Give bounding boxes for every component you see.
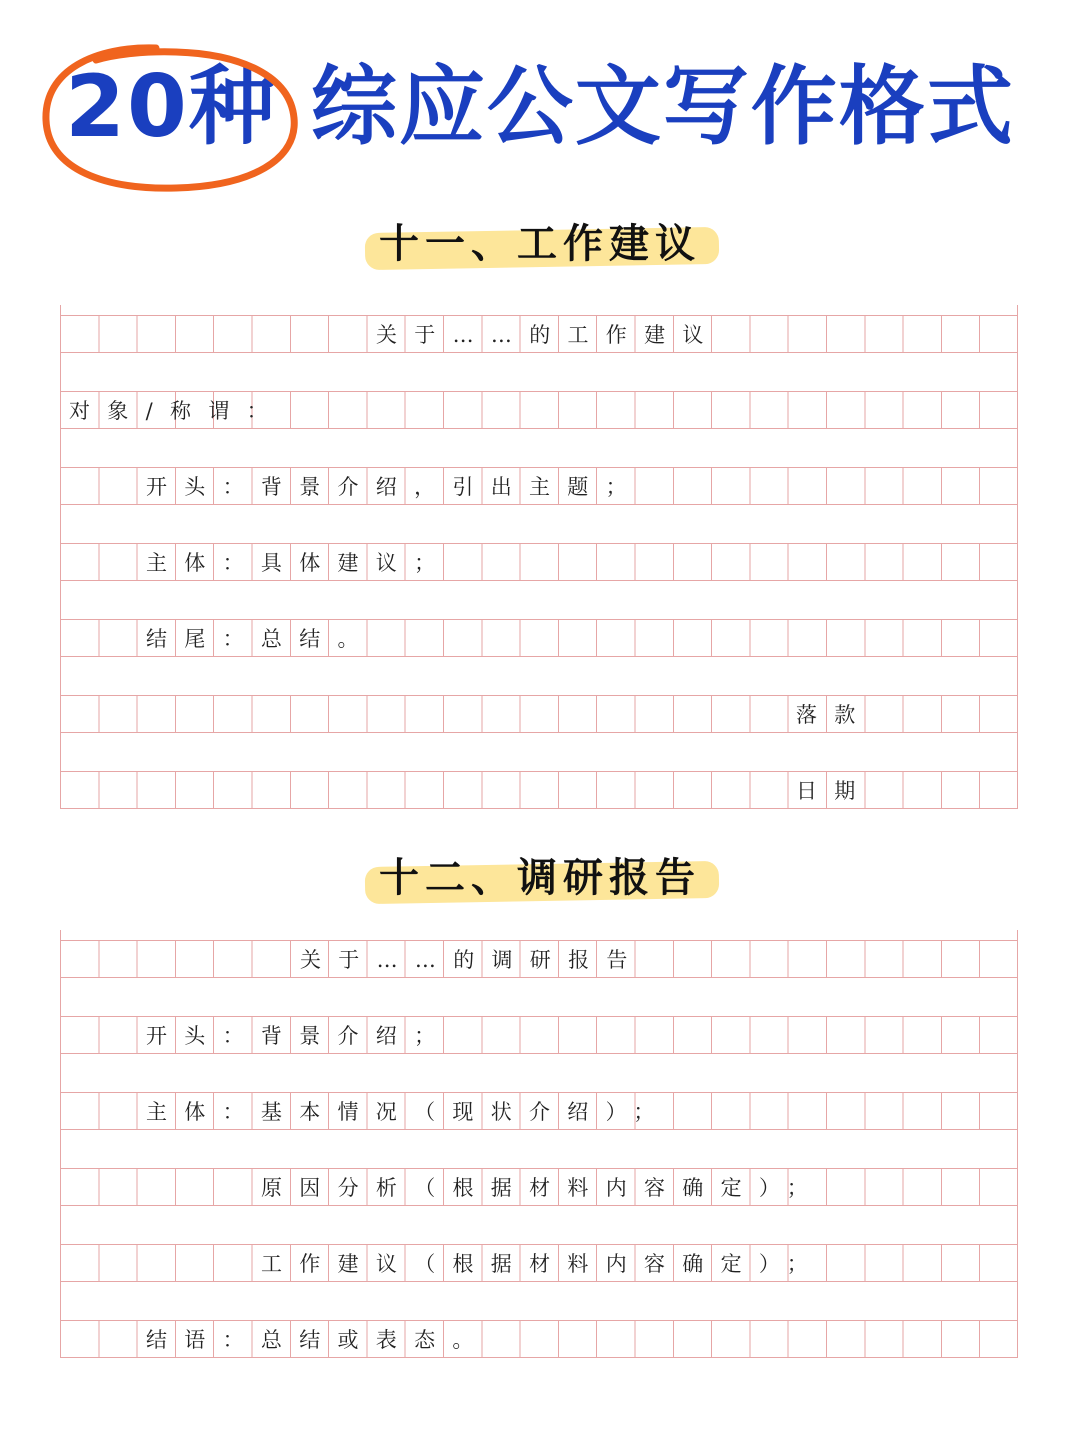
- grid-row: [60, 1168, 1018, 1206]
- grid-row: [60, 695, 1018, 733]
- body-line-2: 原因分析（根据材料内容确定）；: [261, 1176, 825, 1200]
- grid-row: [60, 619, 1018, 657]
- grid-row: [60, 1244, 1018, 1282]
- signature-line: 落款: [796, 703, 873, 727]
- grid-row: [60, 771, 1018, 809]
- title-number: 20种: [65, 57, 277, 157]
- section-12-title-text: 十二、调研报告: [371, 846, 709, 903]
- opening-line: 开头：背景介绍，引出主题；: [146, 475, 644, 499]
- grid-row: [60, 543, 1018, 581]
- grid-row: [60, 940, 1018, 978]
- salutation-line: 对象/称谓：: [69, 399, 285, 423]
- opening-line: 开头：背景介绍；: [146, 1024, 453, 1048]
- section-11-grid: [60, 305, 1018, 808]
- body-line-1: 主体：基本情况（现状介绍）；: [146, 1100, 672, 1124]
- grid-row: [60, 1092, 1018, 1130]
- section-11-title-text: 十一、工作建议: [371, 212, 709, 269]
- section-12-grid: [60, 930, 1018, 1357]
- section-11-title: [0, 212, 1080, 269]
- body-line: 主体：具体建议；: [146, 551, 453, 575]
- main-title: [0, 52, 1080, 162]
- date-line: 日期: [796, 779, 873, 803]
- grid-row: [60, 1320, 1018, 1358]
- heading-line: 关于……的调研报告: [300, 948, 645, 972]
- body-line-3: 工作建议（根据材料内容确定）；: [261, 1252, 825, 1276]
- grid-row: [60, 391, 1018, 429]
- ending-line: 结尾：总结。: [146, 627, 376, 651]
- grid-row: [60, 467, 1018, 505]
- grid-row: [60, 315, 1018, 353]
- heading-line: 关于……的工作建议: [376, 323, 721, 347]
- title-text: 综应公文写作格式: [310, 57, 1015, 157]
- section-12-title: [0, 846, 1080, 903]
- ending-line: 结语：总结或表态。: [146, 1328, 491, 1352]
- grid-row: [60, 1016, 1018, 1054]
